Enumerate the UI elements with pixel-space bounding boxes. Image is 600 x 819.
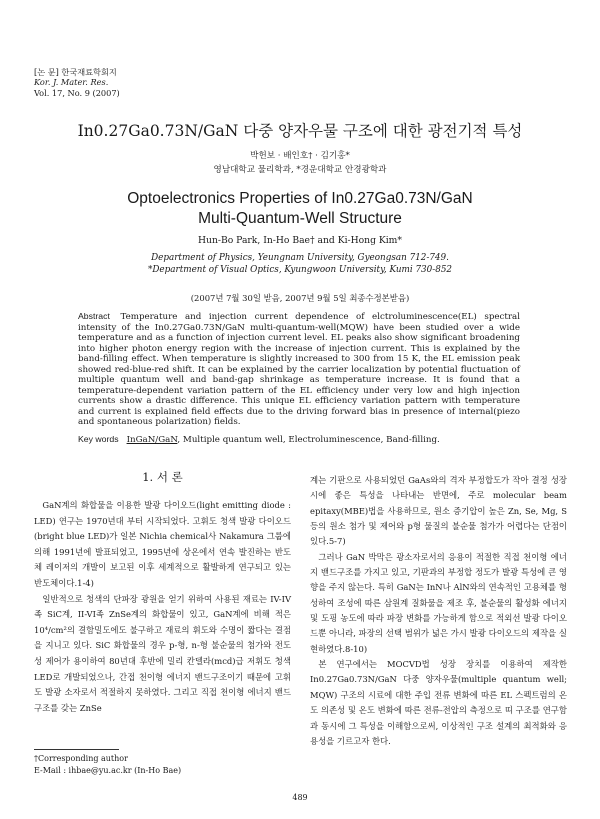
- footnote: [34, 753, 181, 776]
- header-category: [논 문] 한국재료학회지: [34, 67, 117, 77]
- keywords-rest: , Multiple quantum well, Electroluminescence, Band-filling.: [177, 435, 440, 445]
- right-paragraph-3: 본 연구에서는 MOCVD법 성장 장치를 이용하여 제작한 In0.27Ga0.73N/GaN 다중 양자우물(multiple quantum well; MQW) 구조의 시료에 대한 주입 전류 변화에 따른 EL 스펙트럼의 온도 의존성 및 온도 변화에 따른 전류-전압의 측정으로 띠 구조를 연구함과 동시에 그 특성을 이해함으로써, 이상적인 구조 설계의 최적화와 응용성을 기르고자 한다.: [310, 659, 567, 746]
- journal-header: [34, 67, 120, 98]
- footnote-email: E-Mail : ihbae@yu.ac.kr (In-Ho Bae): [34, 765, 182, 775]
- keyword-first: InGaN/GaN: [126, 435, 178, 445]
- received-dates: (2007년 7월 30일 받음, 2007년 9월 5일 최종수정본받음): [190, 293, 410, 303]
- header-volume: Vol. 17, No. 9 (2007): [34, 87, 120, 98]
- title-english-line2: Multi-Quantum-Well Structure: [198, 210, 402, 227]
- left-paragraph-1: GaN계의 화합물을 이용한 발광 다이오드(light emitting diode : LED) 연구는 1970년대 부터 시작되었다. 고휘도 청색 발광 다이오드(bright blue LED)가 일본 Nichia chemical사 Nakamura 그룹에 의해 1991년에 발표되었고, 1995년에 상온에서 연속 발진하는 반도체 레이저의 개발이 보고된 이후 세계적으로 활발하게 연구되고 있는 반도체이다.1-4): [34, 500, 291, 588]
- page-number: 489: [292, 793, 308, 802]
- affiliation-english: [0, 253, 600, 276]
- keywords: [78, 434, 520, 445]
- keywords-label: Key words: [78, 434, 119, 444]
- footnote-divider: [34, 749, 119, 750]
- footnote-corresponding: †Corresponding author: [34, 754, 128, 763]
- affiliation-korean: 영남대학교 물리학과, *경운대학교 안경광학과: [213, 165, 387, 175]
- affiliation-english-line2: *Department of Visual Optics, Kyungwoon University, Kumi 730-852: [147, 264, 453, 275]
- left-column: [34, 470, 291, 716]
- title-english: [0, 189, 600, 229]
- authors-english: Hun-Bo Park, In-Ho Bae† and Ki-Hong Kim*: [198, 235, 402, 246]
- section-heading: 1. 서 론: [142, 470, 183, 484]
- title-korean: In0.27Ga0.73N/GaN 다중 양자우물 구조에 대한 광전기적 특성: [77, 122, 523, 140]
- authors-korean: 박헌보 · 배인호† · 김기홍*: [250, 151, 350, 161]
- abstract-label: Abstract: [78, 311, 110, 321]
- left-paragraph-2: 일반적으로 청색의 단파장 광원을 얻기 위하여 사용된 재료는 IV-IV족 SiC계, II-VI족 ZnSe계의 화합물이 있고, GaN계에 비해 적은 10⁴/cm²의 결함밀도에도 불구하고 재료의 휘도와 수명이 짧다는 결점을 지니고 있다. SiC 화합물의 경우 p-형, n-형 불순물의 첨가와 전도성 제어가 용이하여 80년대 후반에 밀리 칸델라(mcd)급 저휘도 청색 LED로 개발되었으나, 간접 천이형 에너지 밴드구조이기 때문에 고휘도 발광 소자로서 적절하지 못하였다. 그리고 직접 천이형 에너지 밴드구조를 갖는 ZnSe: [34, 593, 291, 713]
- right-paragraph-1: 계는 기판으로 사용되었던 GaAs와의 격자 부정합도가 작아 결정 성장시에 좋은 특성을 나타내는 반면에, 주로 molecular beam epitaxy(MBE)법을 사용하므로, 원소 증기압이 높은 Zn, Se, Mg, S 등의 원소 첨가 및 제어와 p형 물질의 불순물 첨가가 어렵다는 단점이 있다.5-7): [310, 475, 567, 547]
- abstract-text: Temperature and injection current dependence of elctroluminescence(EL) spectral intensity of the In0.27Ga0.73N/GaN multi-quantum-well(MQW) have been studied over a wide temperature and as a function of injection current level. EL peaks also show significant broadening into higher photon energy region with the increase of injection current. This is explained by the band-filling effect. When temperature is slightly increased to 300 from 15 K, the EL emission peak showed red-blue-red shift. It can be explained by the carrier localization by potential fluctuation of multiple quantum well and band-gap shrinkage as temperature increase. It is found that a temperature-dependent variation pattern of the EL efficiency under very low and high injection currents show a drastic difference. This unique EL efficiency variation pattern with temperature and current is explained field effects due to the driving forward bias in presence of internal(piezo and spontaneous polarization) fields.: [78, 312, 520, 427]
- affiliation-english-line1: Department of Physics, Yeungnam University, Gyeongsan 712-749.: [151, 253, 449, 263]
- header-journal-abbrev: Kor. J. Mater. Res.: [34, 77, 109, 88]
- right-paragraph-2: 그러나 GaN 박막은 광소자로서의 응용이 적절한 직접 천이형 에너지 밴드구조를 가지고 있고, 기판과의 부정합 정도가 발광 특성에 큰 영향을 주지 않는다. 특히 GaN는 InN나 AlN와의 연속적인 고용체를 형성하여 조성에 따른 삼원계 질화물을 제조 후, 불순물의 활성화 에너지 및 도핑 농도에 따라 파장 변화를 가능하게 함으로 적외선 발광 다이오드뿐 아니라, 파장의 선택 범위가 넓은 가시 발광 다이오드의 제작을 실현하였다.8-10): [310, 551, 567, 654]
- abstract: [78, 311, 520, 428]
- title-english-line1: Optoelectronics Properties of In0.27Ga0.73N/GaN: [127, 190, 473, 207]
- right-column: [310, 473, 567, 749]
